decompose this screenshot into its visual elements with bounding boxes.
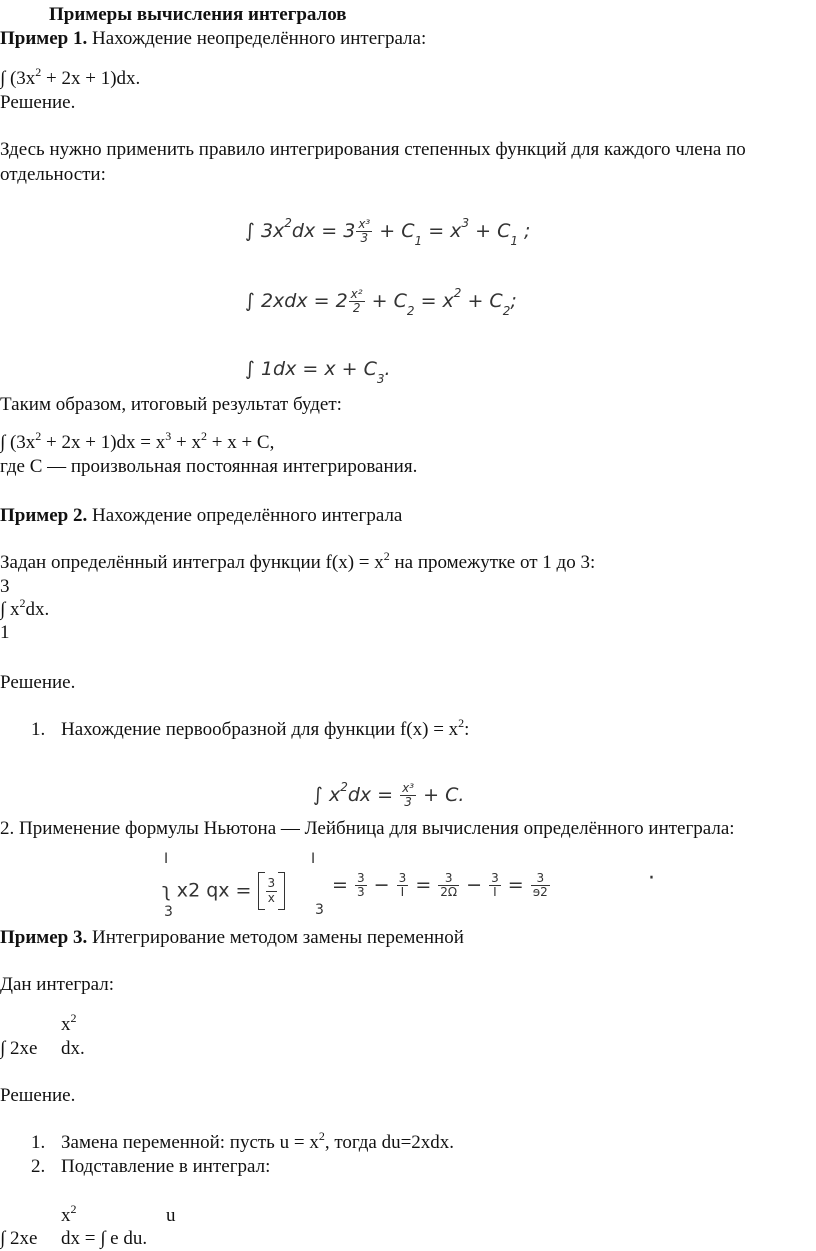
ex2-heading: Пример 2. Нахождение определённого интеграла bbox=[0, 505, 403, 526]
ex3-heading: Пример 3. Интегрирование методом замены переменной bbox=[0, 927, 464, 948]
nl-formula: ʅ x2 qx = $\frac{3}{x}$ bbox=[162, 872, 285, 910]
nl-dot: · bbox=[648, 866, 655, 891]
ex1-constant-note: где C — произвольная постоянная интегрирования. bbox=[0, 456, 418, 477]
ex3-solution-label: Решение. bbox=[0, 1085, 76, 1106]
nl-bracket-bottom: 3 bbox=[315, 902, 324, 918]
ex3-dx: dx. bbox=[61, 1038, 85, 1059]
nl-bottom-limit: 3 bbox=[164, 904, 173, 920]
nl-bracket-top: I bbox=[311, 851, 316, 867]
ex3-exponent-2: $x^2$ bbox=[61, 1202, 77, 1226]
ex1-result: ∫ $(3x^2 + 2x + 1)dx = x^3 + x^2 + x + C$, bbox=[0, 429, 275, 453]
ex3-step2-number: 2. bbox=[31, 1156, 46, 1177]
nl-evaluation: = $\frac{3}{3}$ − $\frac{3}{I}$ = $\frac{3}{2\Omega}$ − $\frac{3}{I}$ = $\frac{3}{\text{ɘ2}}$ bbox=[332, 871, 548, 900]
ex3-substituted-result: dx = ∫ e du. bbox=[61, 1228, 148, 1249]
ex1-integral: ∫ $(3x^2 + 2x + 1)dx$. bbox=[0, 65, 141, 89]
ex3-exponent-u: u bbox=[166, 1205, 176, 1226]
ex3-integral: ∫ 2xe bbox=[0, 1038, 38, 1059]
ex1-explanation-line2: отдельности: bbox=[0, 164, 106, 185]
ex2-lower-limit: 1 bbox=[0, 622, 10, 643]
ex2-step1-text: Нахождение первообразной для функции $f(x) = x^2$: bbox=[61, 716, 470, 740]
formula-1: ∫ $1dx = x + C_3$. bbox=[245, 358, 391, 386]
ex3-exponent: $x^2$ bbox=[61, 1011, 77, 1035]
formula-antiderivative: ∫ $x^2dx$ = $\frac{\text{x³}}{3}$ + C. bbox=[313, 780, 465, 810]
ex1-explanation-line1: Здесь нужно применить правило интегрирования степенных функций для каждого члена по bbox=[0, 139, 746, 160]
ex2-given: Задан определённый интеграл функции $f(x) = x^2$ на промежутке от 1 до 3: bbox=[0, 549, 596, 573]
formula-3x2: ∫ $3x^2dx = 3$ $\frac{\text{x³}}{3}$ + $C_1 = x^3 + C_1$ ; bbox=[245, 216, 531, 249]
ex3-substituted-integral: ∫ 2xe bbox=[0, 1228, 38, 1249]
ex2-upper-limit: 3 bbox=[0, 576, 10, 597]
ex1-heading: Пример 1. Нахождение неопределённого интеграла: bbox=[0, 28, 427, 49]
formula-2x: ∫ 2xdx = 2 $\frac{\text{x²}}{2}$ + $C_2 = x^2 + C_2$; bbox=[245, 286, 517, 319]
page-title: Примеры вычисления интегралов bbox=[49, 4, 347, 25]
ex2-step1-number: 1. bbox=[31, 719, 46, 740]
ex3-step1-text: Замена переменной: пусть $u = x^2$, тогда du=2xdx. bbox=[61, 1129, 455, 1153]
ex2-solution-label: Решение. bbox=[0, 672, 76, 693]
ex1-result-intro: Таким образом, итоговый результат будет: bbox=[0, 394, 342, 415]
ex2-step2-text: 2. Применение формулы Ньютона — Лейбница для вычисления определённого интеграла: bbox=[0, 818, 735, 839]
ex1-solution-label: Решение. bbox=[0, 92, 76, 113]
ex3-given: Дан интеграл: bbox=[0, 974, 115, 995]
ex3-step1-number: 1. bbox=[31, 1132, 46, 1153]
nl-top-limit: I bbox=[164, 851, 169, 867]
ex3-step2-text: Подставление в интеграл: bbox=[61, 1156, 271, 1177]
ex2-integral: ∫ $x^2dx$. bbox=[0, 596, 50, 620]
